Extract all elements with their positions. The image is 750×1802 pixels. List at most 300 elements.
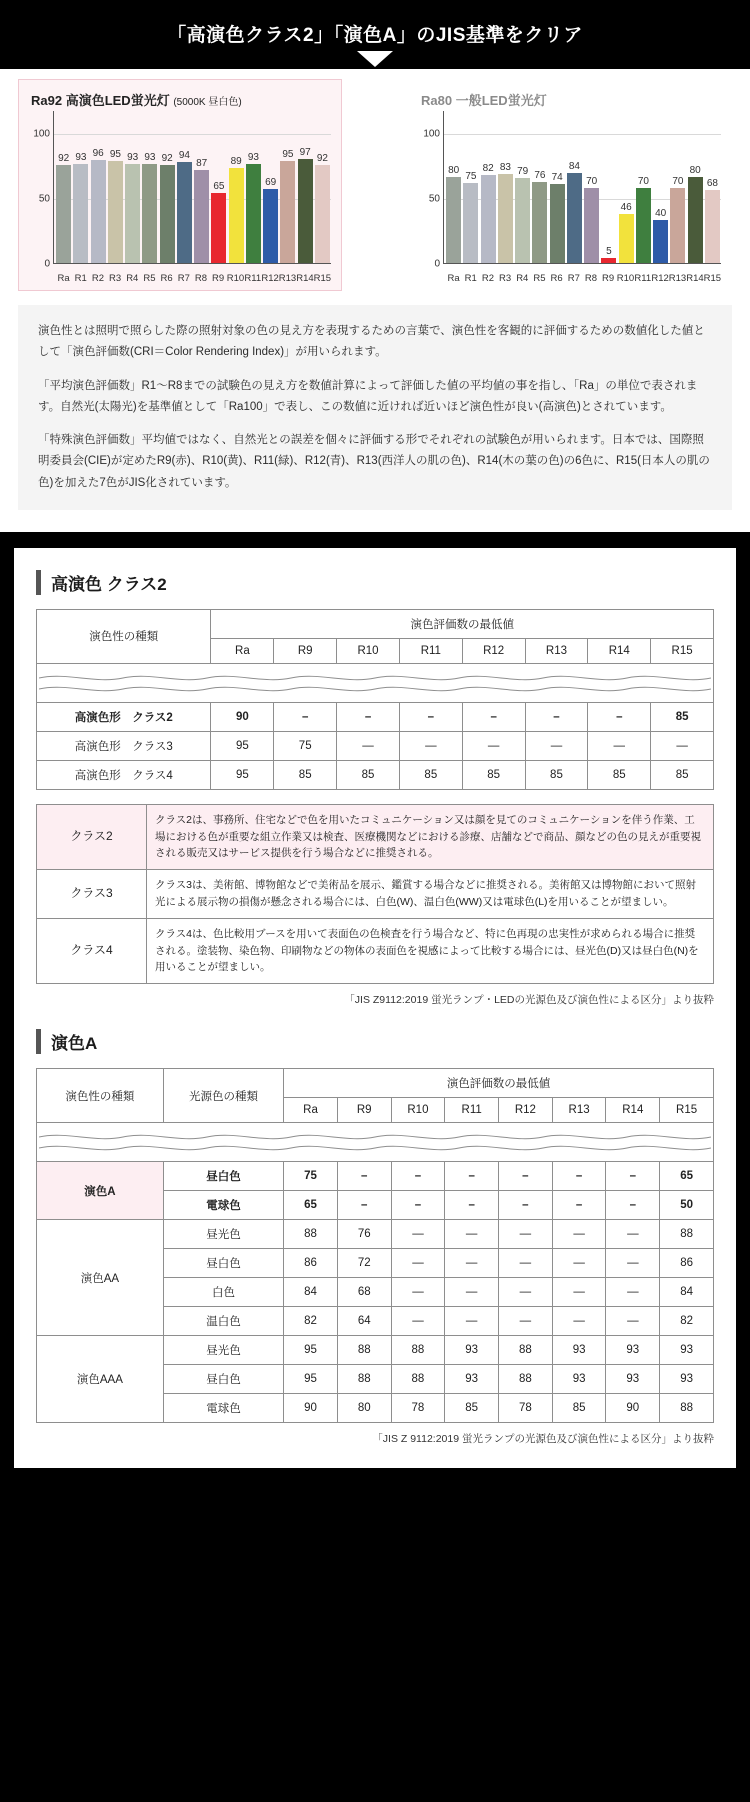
bar: [636, 188, 651, 263]
bar: [263, 189, 278, 263]
chart-ra92-title: [31, 90, 333, 109]
classA-group-header: 演色評価数の最低値: [284, 1069, 714, 1098]
bar-value-label: 97: [299, 147, 311, 159]
bar: [705, 190, 720, 263]
bar: [56, 165, 71, 263]
bar-value-label: 69: [265, 177, 277, 189]
bar-value-label: 75: [465, 170, 477, 182]
bar: [550, 184, 565, 263]
x-axis-label: R1: [74, 273, 87, 284]
bar-column: [124, 133, 141, 263]
classA-light-label: 昼白色: [163, 1249, 283, 1278]
classA-cell: 85: [552, 1394, 606, 1423]
bar-value-label: 74: [551, 171, 563, 183]
x-axis-label: R8: [194, 273, 208, 284]
bar-value-label: 68: [706, 178, 718, 190]
classA-cell: —: [606, 1307, 660, 1336]
classA-cell: —: [391, 1249, 445, 1278]
x-axis-label: R3: [109, 273, 122, 284]
classA-cell: –: [445, 1191, 499, 1220]
class2-cell: 85: [525, 760, 588, 789]
class2-column-header: R13: [525, 638, 588, 663]
chart-ra80-bars: [445, 133, 721, 263]
x-axis-label: R7: [177, 273, 190, 284]
x-axis-label: R11: [634, 273, 652, 284]
class2-cell: 85: [399, 760, 462, 789]
table-wave-break: [37, 1123, 714, 1162]
bar: [194, 170, 209, 263]
table-wave-break: [37, 663, 714, 702]
class2-cell: 85: [651, 702, 714, 731]
classA-cell: 93: [660, 1365, 714, 1394]
class2-source-note: 「JIS Z9112:2019 蛍光ランプ・LEDの光源色及び演色性による区分」より抜粋: [344, 994, 714, 1007]
bar-column: [497, 133, 514, 263]
classA-cell: 84: [660, 1278, 714, 1307]
bar-column: [314, 133, 331, 263]
classA-light-label: 電球色: [163, 1191, 283, 1220]
bar: [584, 188, 599, 263]
bar-value-label: 70: [637, 176, 649, 188]
bar-value-label: 70: [672, 176, 684, 188]
bar-column: [445, 133, 462, 263]
chart-ra80: [408, 79, 732, 291]
class2-cell: –: [399, 702, 462, 731]
classA-cell: 86: [284, 1249, 338, 1278]
classA-column-header: Ra: [284, 1098, 338, 1123]
classA-cell: 80: [337, 1394, 391, 1423]
chart-ra80-axis-v: [443, 111, 444, 264]
class2-column-header: R9: [274, 638, 337, 663]
x-axis-label: R13: [668, 273, 687, 284]
bar-column: [159, 133, 176, 263]
bar-value-label: 5: [606, 245, 612, 257]
bar-column: [687, 133, 704, 263]
classA-cell: –: [499, 1162, 553, 1191]
classA-cell: 82: [660, 1307, 714, 1336]
class2-cell: —: [462, 731, 525, 760]
class2-heading: 高演色 クラス2: [36, 570, 714, 595]
bar-column: [549, 133, 566, 263]
bar-value-label: 96: [92, 148, 104, 160]
class-description-name: クラス2: [37, 804, 147, 869]
bar-value-label: 93: [247, 151, 259, 163]
classA-type-header: 演色性の種類: [37, 1069, 164, 1123]
class2-column-header: Ra: [211, 638, 274, 663]
bar-value-label: 93: [127, 151, 139, 163]
bar: [515, 178, 530, 263]
class2-column-header: R14: [588, 638, 651, 663]
bar-value-label: 92: [58, 152, 70, 164]
classA-cell: –: [606, 1191, 660, 1220]
class2-column-header: R10: [337, 638, 400, 663]
bar: [463, 183, 478, 263]
top-title-banner: [0, 0, 750, 69]
x-axis-label: R8: [584, 273, 598, 284]
bar: [142, 164, 157, 264]
classA-cell: 88: [499, 1336, 553, 1365]
classA-cell: 93: [606, 1365, 660, 1394]
table-row: [37, 1162, 714, 1191]
bar-column: [480, 133, 497, 263]
wave-cell: [37, 1123, 714, 1162]
classA-cell: 88: [660, 1220, 714, 1249]
x-axis-label: R14: [686, 273, 704, 284]
bar-column: [600, 133, 617, 263]
x-axis-label: R2: [91, 273, 104, 284]
chart-ra92-yaxis: [27, 111, 53, 286]
classA-cell: 88: [660, 1394, 714, 1423]
class2-group-header: 演色評価数の最低値: [211, 609, 714, 638]
classA-cell: —: [499, 1220, 553, 1249]
bar-value-label: 79: [517, 166, 529, 178]
bar-column: [652, 133, 669, 263]
bar: [125, 164, 140, 264]
classA-column-header: R10: [391, 1098, 445, 1123]
classA-cell: –: [391, 1191, 445, 1220]
classA-cell: 88: [337, 1365, 391, 1394]
class2-row-label: 高演色形 クラス2: [37, 702, 211, 731]
bar: [688, 177, 703, 263]
x-axis-label: R14: [296, 273, 314, 284]
bar: [315, 165, 330, 263]
x-axis-label: R5: [143, 273, 156, 284]
bar-value-label: 70: [586, 176, 598, 188]
classA-cell: —: [606, 1220, 660, 1249]
bar: [532, 182, 547, 263]
class2-cell: —: [337, 731, 400, 760]
bar-value-label: 93: [75, 151, 87, 163]
x-axis-label: R13: [278, 273, 297, 284]
bar-column: [669, 133, 686, 263]
classA-cell: 84: [284, 1278, 338, 1307]
bar: [446, 177, 461, 263]
classA-cell: —: [552, 1220, 606, 1249]
class2-row-label: 高演色形 クラス4: [37, 760, 211, 789]
classA-cell: —: [391, 1307, 445, 1336]
classA-cell: –: [552, 1162, 606, 1191]
tables-section: [14, 548, 736, 1468]
bar-value-label: 93: [144, 151, 156, 163]
bar-column: [618, 133, 635, 263]
x-axis-label: R2: [481, 273, 494, 284]
x-axis-label: Ra: [447, 273, 460, 284]
classA-cell: 78: [499, 1394, 553, 1423]
explanation-paragraph-2: 「平均演色評価数」R1〜R8までの試験色の見え方を数値計算によって評価した値の平均値の事を指し、「Ra」の単位で表されます。自然光(太陽光)を基準値として「Ra100」で表し、この数値に近ければ近いほど演色性が良い(高演色)とされています。: [38, 379, 698, 413]
bar: [601, 258, 616, 263]
classA-cell: 88: [391, 1336, 445, 1365]
table-row: [37, 731, 714, 760]
arrow-down-icon: [357, 51, 393, 67]
class2-cell: 85: [588, 760, 651, 789]
bar-value-label: 92: [316, 152, 328, 164]
bar: [498, 174, 513, 263]
chart-ra80-yaxis: [417, 111, 443, 286]
classA-cell: 88: [391, 1365, 445, 1394]
classA-source-note: 「JIS Z 9112:2019 蛍光ランプの光源色及び演色性による区分」より抜粋: [372, 1433, 714, 1446]
ytick-0-right: 0: [434, 258, 440, 270]
bar-column: [90, 133, 107, 263]
classA-cell: 88: [337, 1336, 391, 1365]
class2-cell: 95: [211, 731, 274, 760]
chart-ra92-title-sub: (5000K 昼白色): [173, 97, 242, 108]
chart-ra80-xlabels: [445, 273, 721, 284]
classA-cell: –: [445, 1162, 499, 1191]
x-axis-label: R12: [261, 273, 279, 284]
bar-value-label: 84: [568, 161, 580, 173]
class2-column-header: R12: [462, 638, 525, 663]
bar-column: [176, 133, 193, 263]
x-axis-label: R9: [212, 273, 225, 284]
classA-cell: —: [445, 1220, 499, 1249]
bottom-padding: [0, 1468, 750, 1480]
classA-cell: 76: [337, 1220, 391, 1249]
class-description-text: クラス4は、色比較用ブースを用いて表面色の色検査を行う場合など、特に色再現の忠実性が求められる場合に推奨される。塗装物、染色物、印刷物などの物体の表面色を視感によって比較する場合には、昼光色(D)又は昼白色(N)を用いることが望ましい。: [147, 918, 714, 983]
x-axis-label: R15: [313, 273, 332, 284]
wave-cell: [37, 663, 714, 702]
chart-ra92-axis-v: [53, 111, 54, 264]
classA-light-label: 温白色: [163, 1307, 283, 1336]
classA-group-label: 演色A: [37, 1162, 164, 1220]
class2-column-header: R15: [651, 638, 714, 663]
bar: [298, 159, 313, 263]
charts-section: [0, 69, 750, 305]
classA-light-label: 昼白色: [163, 1365, 283, 1394]
class2-cell: –: [274, 702, 337, 731]
x-axis-label: R12: [651, 273, 669, 284]
bar-value-label: 80: [689, 165, 701, 177]
classA-cell: 93: [552, 1365, 606, 1394]
bar: [229, 168, 244, 263]
bar: [73, 164, 88, 264]
classA-cell: —: [606, 1249, 660, 1278]
classA-table: [36, 1068, 714, 1423]
bar-value-label: 82: [482, 163, 494, 175]
class-description-row: [37, 918, 714, 983]
class2-cell: –: [588, 702, 651, 731]
classA-cell: 50: [660, 1191, 714, 1220]
classA-cell: —: [499, 1249, 553, 1278]
classA-cell: 90: [284, 1394, 338, 1423]
classA-cell: —: [391, 1278, 445, 1307]
x-axis-label: R10: [226, 273, 245, 284]
class2-cell: —: [588, 731, 651, 760]
bar: [211, 193, 226, 263]
bar-value-label: 65: [213, 181, 225, 193]
classA-cell: 93: [606, 1336, 660, 1365]
classA-cell: —: [445, 1249, 499, 1278]
x-axis-label: Ra: [57, 273, 70, 284]
classA-cell: 72: [337, 1249, 391, 1278]
bar: [108, 161, 123, 263]
bar-value-label: 46: [620, 201, 632, 213]
classA-light-label: 昼白色: [163, 1162, 283, 1191]
bar-column: [210, 133, 227, 263]
chart-ra92-plot: [33, 111, 332, 286]
table-row: [37, 1220, 714, 1249]
class2-cell: 85: [462, 760, 525, 789]
page-title: 「高演色クラス2」「演色A」のJIS基準をクリア: [167, 25, 583, 46]
class2-descriptions: [36, 804, 714, 984]
ytick-50-left: 50: [38, 193, 50, 205]
bar-value-label: 87: [196, 157, 208, 169]
class2-cell: –: [525, 702, 588, 731]
classA-column-header: R9: [337, 1098, 391, 1123]
classA-cell: —: [391, 1220, 445, 1249]
class2-cell: 95: [211, 760, 274, 789]
classA-cell: 82: [284, 1307, 338, 1336]
classA-cell: —: [445, 1278, 499, 1307]
explanation-box: [18, 305, 732, 510]
section-divider: [0, 532, 750, 548]
bar-column: [297, 133, 314, 263]
x-axis-label: R4: [126, 273, 139, 284]
chart-ra80-plot: [423, 111, 722, 286]
class2-cell: 85: [651, 760, 714, 789]
table-row: [37, 702, 714, 731]
chart-ra80-axis-h: [443, 263, 721, 264]
classA-cell: –: [337, 1162, 391, 1191]
x-axis-label: R1: [464, 273, 477, 284]
bar-value-label: 83: [499, 162, 511, 174]
classA-light-header: 光源色の種類: [163, 1069, 283, 1123]
classA-cell: 65: [284, 1191, 338, 1220]
class-description-name: クラス3: [37, 870, 147, 919]
bar-column: [279, 133, 296, 263]
class2-table: [36, 609, 714, 790]
classA-cell: 68: [337, 1278, 391, 1307]
bar-value-label: 94: [178, 150, 190, 162]
bar-column: [462, 133, 479, 263]
classA-cell: 93: [445, 1365, 499, 1394]
classA-heading: 演色A: [36, 1029, 714, 1054]
class2-row-label: 高演色形 クラス3: [37, 731, 211, 760]
bar-column: [635, 133, 652, 263]
classA-cell: 75: [284, 1162, 338, 1191]
classA-cell: 85: [445, 1394, 499, 1423]
class2-cell: 90: [211, 702, 274, 731]
classA-light-label: 昼光色: [163, 1220, 283, 1249]
bar: [280, 161, 295, 263]
bar: [619, 214, 634, 263]
classA-cell: 88: [499, 1365, 553, 1394]
chart-ra92: [18, 79, 342, 291]
classA-cell: —: [445, 1307, 499, 1336]
bar-column: [583, 133, 600, 263]
classA-cell: –: [337, 1191, 391, 1220]
class-description-row: [37, 870, 714, 919]
bar-column: [193, 133, 210, 263]
bar-column: [107, 133, 124, 263]
bar-value-label: 92: [161, 152, 173, 164]
classA-cell: 93: [660, 1336, 714, 1365]
chart-ra80-title-main: Ra80 一般LED蛍光灯: [421, 93, 547, 108]
classA-cell: 86: [660, 1249, 714, 1278]
x-axis-label: R10: [616, 273, 635, 284]
x-axis-label: R4: [516, 273, 529, 284]
classA-cell: —: [552, 1307, 606, 1336]
bar-column: [245, 133, 262, 263]
class2-cell: 75: [274, 731, 337, 760]
classA-body: [37, 1123, 714, 1423]
bar: [670, 188, 685, 263]
class2-cell: —: [399, 731, 462, 760]
class2-cell: 85: [337, 760, 400, 789]
classA-cell: 88: [284, 1220, 338, 1249]
class-description-text: クラス2は、事務所、住宅などで色を用いたコミュニケーション又は顔を見てのコミュニケーションを伴う作業、工場における色が重要な組立作業又は検査、医療機関などにおける診療、店舗などで商品、顔などの色の見えが重要視される販売又はサービス提供を行う場合などに推奨される。: [147, 804, 714, 869]
ytick-100-left: 100: [33, 128, 50, 140]
class-description-name: クラス4: [37, 918, 147, 983]
x-axis-label: R11: [244, 273, 262, 284]
bar: [481, 175, 496, 263]
classA-cell: 90: [606, 1394, 660, 1423]
bar-value-label: 95: [282, 149, 294, 161]
class2-body: [37, 663, 714, 789]
bar: [567, 173, 582, 263]
class-description-text: クラス3は、美術館、博物館などで美術品を展示、鑑賞する場合などに推奨される。美術館又は博物館において照射光による展示物の損傷が懸念される場合には、白色(W)、温白色(WW)又は電球色(L)を用いることが望ましい。: [147, 870, 714, 919]
bar-value-label: 80: [448, 165, 460, 177]
bar-column: [514, 133, 531, 263]
classA-cell: 95: [284, 1336, 338, 1365]
table-row: [37, 1336, 714, 1365]
classA-cell: —: [606, 1278, 660, 1307]
ytick-100-right: 100: [423, 128, 440, 140]
classA-light-label: 白色: [163, 1278, 283, 1307]
classA-column-header: R12: [499, 1098, 553, 1123]
bar-column: [566, 133, 583, 263]
classA-cell: —: [552, 1278, 606, 1307]
classA-light-label: 電球色: [163, 1394, 283, 1423]
classA-cell: –: [499, 1191, 553, 1220]
classA-cell: –: [391, 1162, 445, 1191]
ytick-50-right: 50: [428, 193, 440, 205]
x-axis-label: R7: [567, 273, 580, 284]
bar: [91, 160, 106, 263]
ytick-0-left: 0: [44, 258, 50, 270]
class2-type-header: 演色性の種類: [37, 609, 211, 663]
classA-column-header: R15: [660, 1098, 714, 1123]
bar-column: [531, 133, 548, 263]
classA-cell: —: [499, 1307, 553, 1336]
classA-cell: 95: [284, 1365, 338, 1394]
classA-group-label: 演色AA: [37, 1220, 164, 1336]
x-axis-label: R9: [602, 273, 615, 284]
bar: [160, 165, 175, 263]
bar: [177, 162, 192, 263]
class2-cell: –: [337, 702, 400, 731]
classA-cell: 93: [552, 1336, 606, 1365]
bar-column: [704, 133, 721, 263]
classA-column-header: R11: [445, 1098, 499, 1123]
class2-cell: 85: [274, 760, 337, 789]
bar-value-label: 76: [534, 169, 546, 181]
chart-ra92-xlabels: [55, 273, 331, 284]
chart-ra80-title: [421, 90, 723, 109]
explanation-section: [0, 305, 750, 532]
classA-light-label: 昼光色: [163, 1336, 283, 1365]
x-axis-label: R6: [550, 273, 563, 284]
classA-column-header: R14: [606, 1098, 660, 1123]
class-description-row: [37, 804, 714, 869]
classA-cell: –: [552, 1191, 606, 1220]
bar-value-label: 89: [230, 155, 242, 167]
x-axis-label: R15: [703, 273, 722, 284]
classA-cell: 78: [391, 1394, 445, 1423]
explanation-paragraph-3: 「特殊演色評価数」平均値ではなく、自然光との誤差を個々に評価する形でそれぞれの試験色が用いられます。日本では、国際照明委員会(CIE)が定めたR9(赤)、R10(黄)、R11(緑)、R12(青)、R13(西洋人の肌の色)、R14(木の葉の色)の6色に、R15(日本人の肌の色)を加えた7色がJIS化されています。: [38, 434, 710, 489]
bar-column: [55, 133, 72, 263]
bar-column: [141, 133, 158, 263]
bar-value-label: 95: [109, 149, 121, 161]
classA-cell: 93: [445, 1336, 499, 1365]
